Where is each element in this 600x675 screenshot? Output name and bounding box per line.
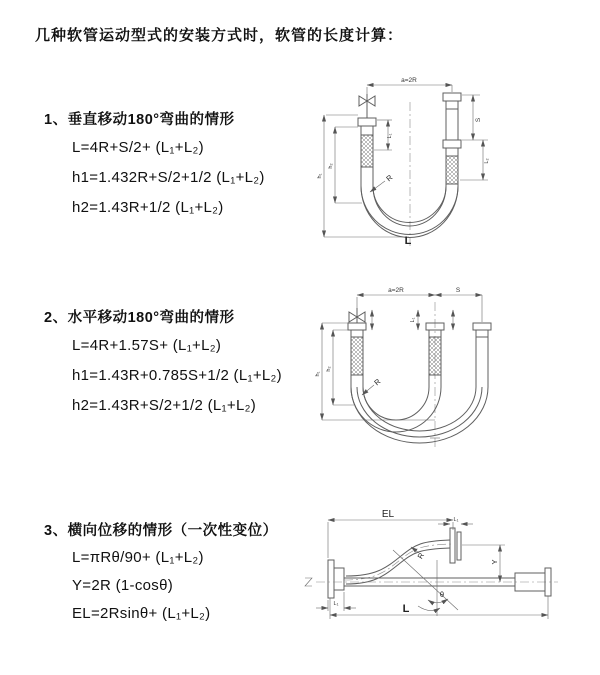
dim-label-h1: h₁ [315, 371, 321, 377]
right-flange-assembly [443, 93, 461, 184]
hose-s-curve [344, 540, 452, 584]
dim-label-l1-left: L₁ [333, 601, 339, 607]
dimension-l1 [410, 310, 453, 330]
hose-u-bend-displaced [351, 337, 488, 443]
dimension-l [330, 596, 548, 619]
diagram-lateral-displacement [300, 498, 595, 656]
dimension-h2 [328, 127, 362, 203]
dimension-el [328, 509, 453, 558]
valve-icon [349, 308, 365, 323]
section-1-formula-h1: h1=1.432R+S/2+1/2 (L₁+L₂) [72, 169, 265, 186]
dimension-l1-top [438, 517, 473, 524]
section-3-formula-Y: Y=2R (1-cosθ) [72, 577, 174, 594]
length-label: L [404, 235, 412, 247]
dim-label-s: S [475, 117, 482, 123]
dimension-y [462, 545, 505, 582]
radius-callout [370, 173, 395, 192]
dim-label-l1: L₁ [387, 133, 393, 139]
left-flange-assembly [358, 118, 376, 167]
hose-original-position [305, 568, 558, 596]
dimension-a2r [357, 287, 435, 308]
dimension-l1-left [316, 592, 356, 611]
dim-label-l2: L₂ [484, 158, 490, 164]
middle-flange-assembly [426, 323, 444, 375]
dimension-h1 [317, 115, 409, 237]
section-2-formula-h1: h1=1.43R+0.785S+1/2 (L₁+L₂) [72, 367, 282, 384]
dim-label-h1: h₁ [317, 173, 323, 179]
dimension-s [435, 287, 482, 322]
upper-flange-assembly [450, 528, 461, 563]
angle-label-theta: θ [439, 590, 445, 599]
left-flange-assembly [348, 323, 366, 375]
radius-label: R [415, 551, 427, 561]
radius-callout [411, 547, 426, 560]
section-2-heading: 2、水平移动180°弯曲的情形 [44, 310, 235, 326]
section-1-formula-h2: h2=1.43R+1/2 (L₁+L₂) [72, 199, 224, 216]
hose-u-bend [361, 167, 458, 238]
dim-label-h2: h₂ [328, 163, 334, 169]
section-2-formula-L: L=4R+1.57S+ (L₁+L₂) [72, 337, 222, 354]
dimension-s [462, 95, 488, 140]
dimension-l1 [374, 120, 393, 150]
dim-label-l1: L₁ [410, 317, 416, 323]
section-1-heading: 1、垂直移动180°弯曲的情形 [44, 112, 235, 128]
dim-label-el: EL [381, 509, 395, 520]
dimension-l2 [460, 140, 490, 180]
diagram-vertical-180-bend [312, 68, 552, 260]
dim-label-l: L [402, 603, 410, 615]
dimension-h2 [326, 330, 354, 405]
radius-label: R [372, 376, 383, 388]
valve-icon [359, 94, 375, 118]
dimension-a2r [367, 77, 452, 94]
pipe-break-mark [305, 578, 312, 586]
page-title: 几种软管运动型式的安装方式时，软管的长度计算： [35, 27, 404, 44]
section-1-formula-L: L=4R+S/2+ (L₁+L₂) [72, 139, 204, 156]
right-flange-assembly [473, 323, 491, 337]
radius-callout [362, 377, 383, 395]
dim-label-h2: h₂ [326, 366, 332, 372]
dim-label-a2r: a=2R [401, 77, 417, 84]
centerline [430, 302, 440, 450]
section-3-heading: 3、横向位移的情形（一次性变位） [44, 523, 278, 539]
dim-label-y: Y [490, 559, 499, 565]
section-3-formula-EL: EL=2Rsinθ+ (L₁+L₂) [72, 605, 211, 622]
diagram-horizontal-180-bend [310, 282, 560, 457]
radius-label: R [384, 172, 395, 184]
dim-label-a2r: a=2R [388, 287, 404, 294]
hose-u-bend-original [351, 375, 441, 432]
dim-label-s: S [455, 287, 461, 294]
dim-label-l1-top: L₁ [453, 517, 459, 523]
section-3-formula-L: L=πRθ/90+ (L₁+L₂) [72, 549, 204, 566]
left-flange-assembly [328, 560, 344, 598]
section-2-formula-h2: h2=1.43R+S/2+1/2 (L₁+L₂) [72, 397, 257, 414]
